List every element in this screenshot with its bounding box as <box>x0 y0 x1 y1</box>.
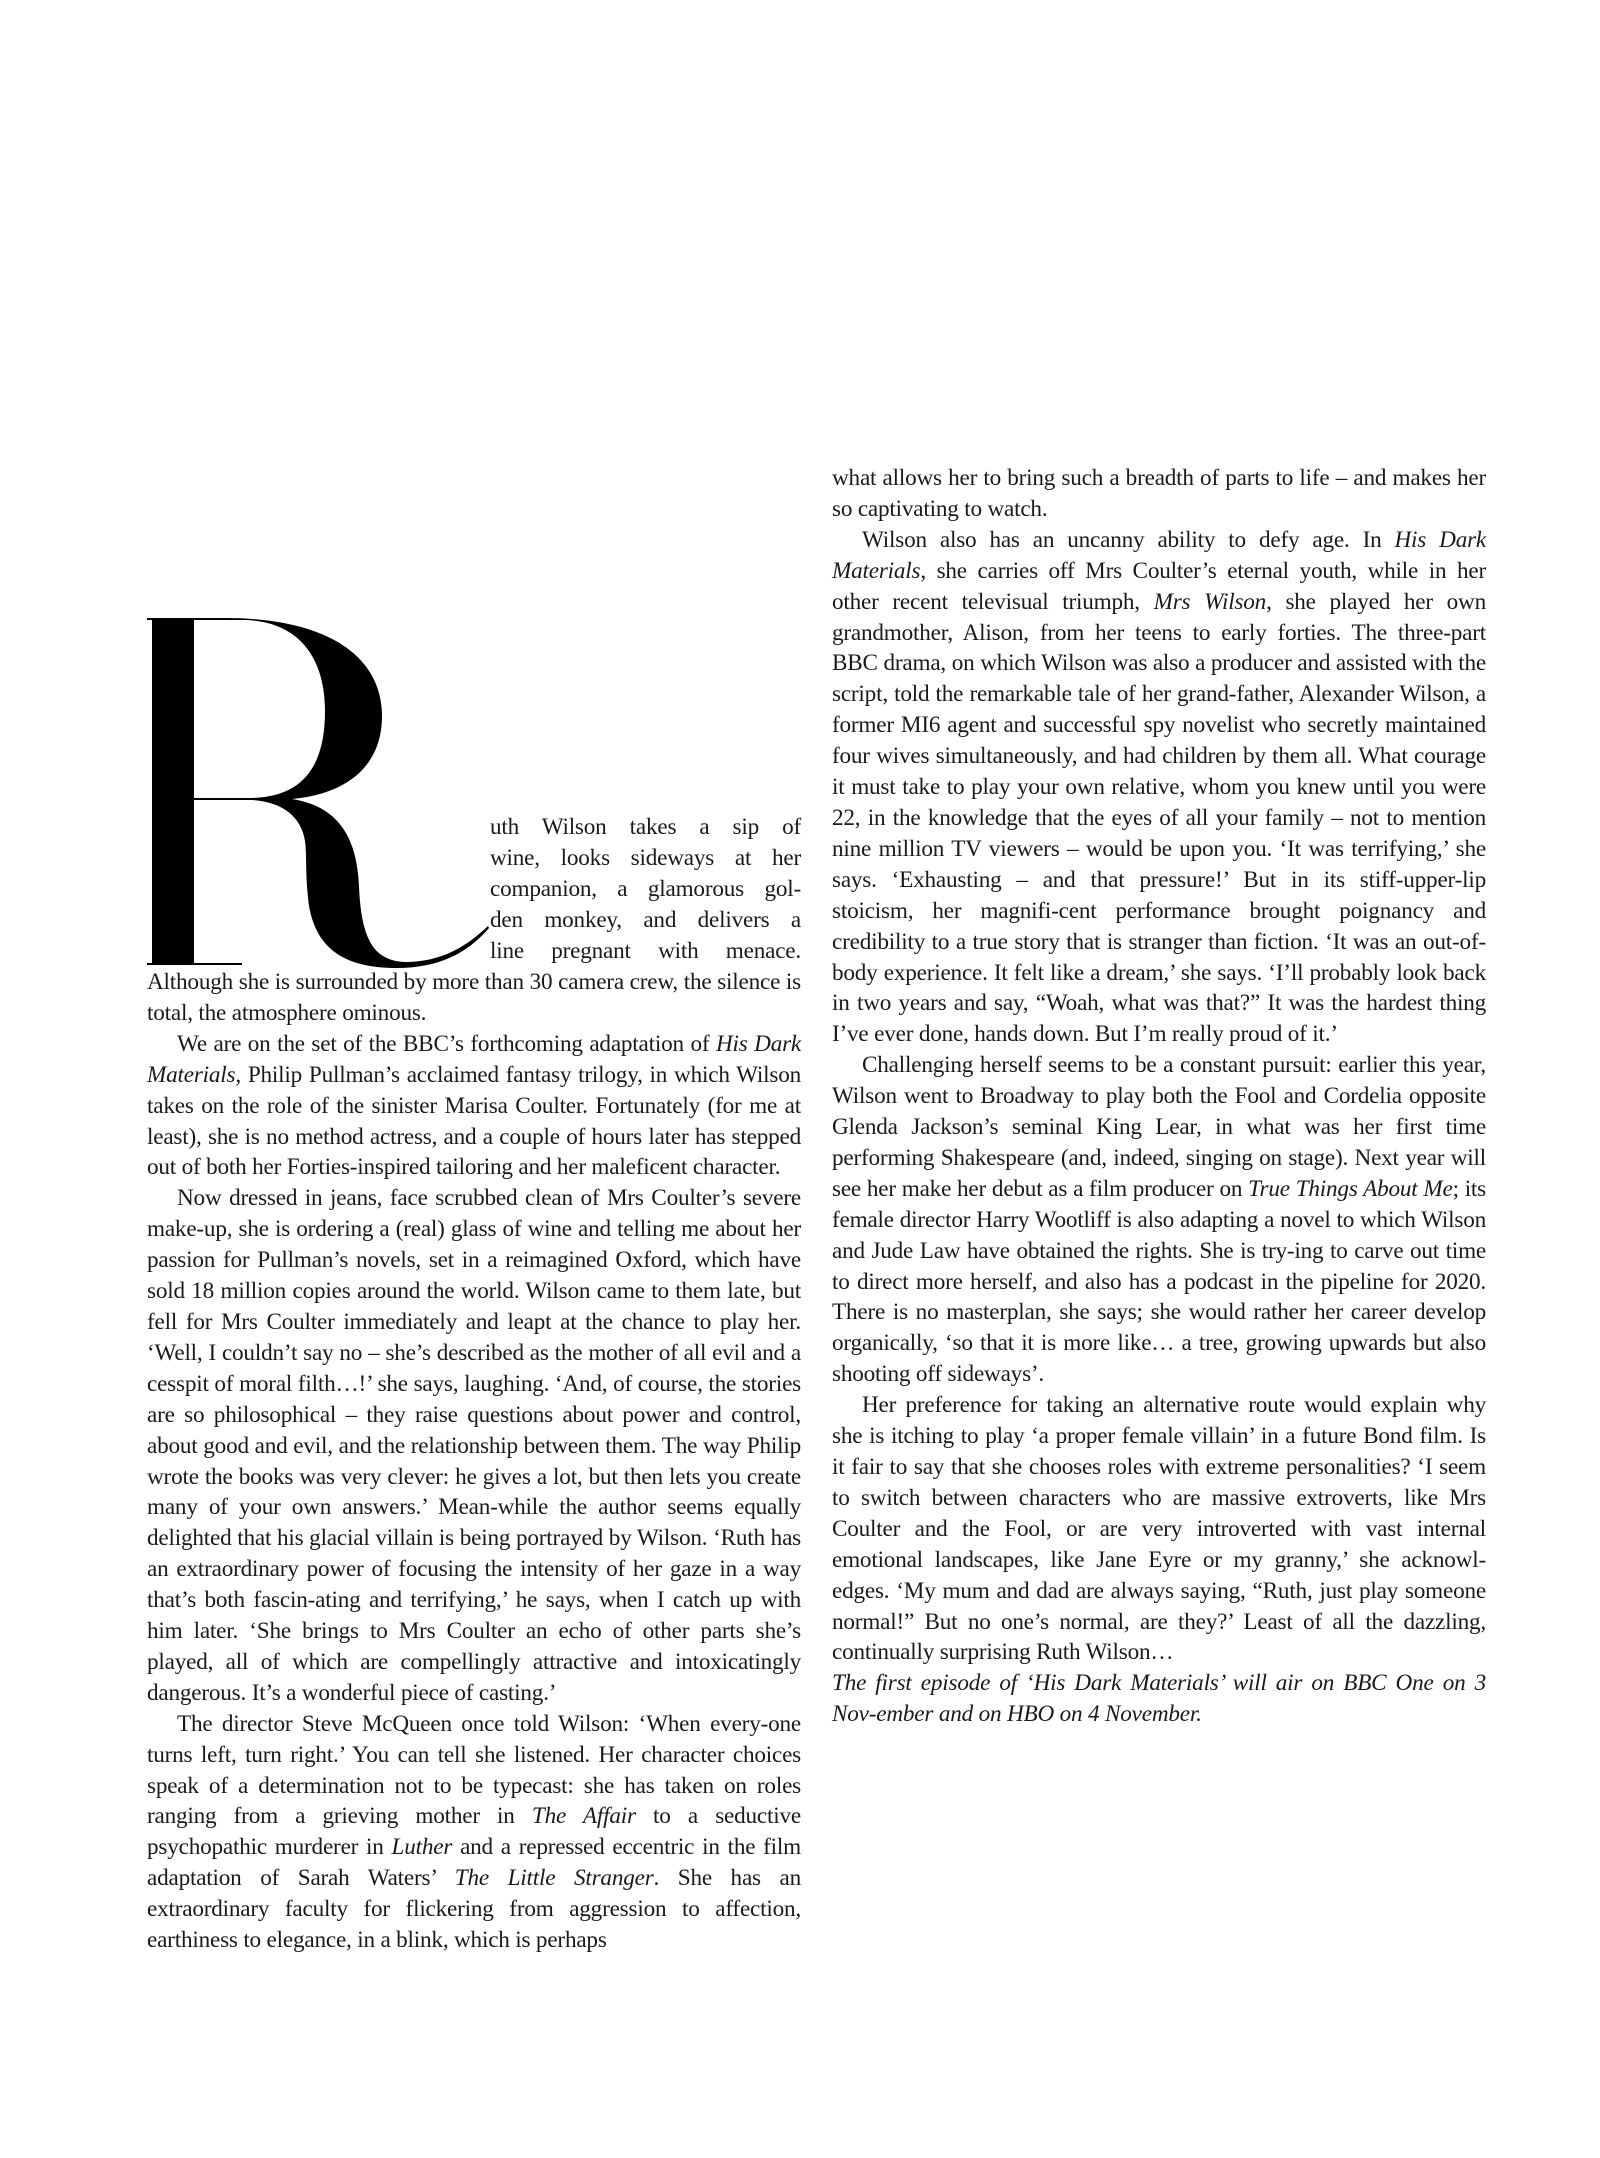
title-luther: Luther <box>391 1834 453 1861</box>
text-run: to a seductive psychopathic murderer in <box>147 1803 801 1861</box>
title-mrs-wilson: Mrs Wilson <box>1153 588 1267 615</box>
text-run: Wilson also has an uncanny ability to defy age. In <box>862 526 1395 553</box>
title-his-dark-materials: His Dark Materials <box>147 1030 802 1088</box>
title-the-affair: The Affair <box>531 1803 636 1830</box>
text-run: The director Steve McQueen once told Wilson: ‘When every-one turns left, turn right.’ You can tell she listened. Her character choices speak of a determination not to be typecast: she has taken on roles ranging from a grieving mother in <box>147 1710 801 1830</box>
text-run: , Philip Pullman’s acclaimed fantasy trilogy, in which Wilson takes on the role of the sinister Marisa Coulter. Fortunately (for me at least), she is no method actress, and a couple of hours later has stepped out of both her Forties-inspired tailoring and her maleficent character. <box>147 1061 801 1181</box>
lead-line: companion, a glamorous gol- <box>490 875 801 902</box>
lead-line: line pregnant with menace. <box>490 937 801 964</box>
text-run: and a repressed eccentric in the film adaptation of Sarah Waters’ <box>147 1834 802 1892</box>
paragraph-4-continued: what allows her to bring such a breadth of parts to life – and makes her so captivating to watch. <box>832 465 1486 522</box>
lead-line: den monkey, and delivers a <box>490 906 801 933</box>
text-run: We are on the set of the BBC’s forthcoming adaptation of <box>177 1030 716 1057</box>
paragraph-6 <box>832 1050 1486 1390</box>
broadcast-credit: The first episode of ‘His Dark Materials’ will air on BBC One on 3 Nov-ember and on HBO on 4 November. <box>832 1670 1486 1728</box>
right-column <box>832 463 1486 1730</box>
paragraph-2 <box>147 1029 801 1184</box>
paragraph-5 <box>832 525 1486 1050</box>
paragraph-1-continued: Although she is surrounded by more than 30 camera crew, the silence is total, the atmosphere ominous. <box>147 969 801 1026</box>
text-run: ; its female director Harry Wootliff is also adapting a novel to which Wilson and Jude Law have obtained the rights. She is try-ing to carve out time to direct more herself, and also has a podcast in the pipeline for 2020. There is no masterplan, she says; she would rather her career develop organically, ‘so that it is more like… a tree, growing upwards but also shooting off sideways’. <box>832 1175 1486 1388</box>
left-column <box>147 967 801 1956</box>
title-the-little-stranger: The Little Stranger <box>454 1865 654 1892</box>
text-run: Challenging herself seems to be a constant pursuit: earlier this year, Wilson went to Broadway to play both the Fool and Cordelia opposite Glenda Jackson’s seminal King Lear, in what was her first time performing Shakespeare (and, indeed, singing on stage). Next year will see her make her debut as a film producer on <box>832 1052 1486 1202</box>
title-his-dark-materials: His Dark Materials <box>832 526 1486 584</box>
lead-line: wine, looks sideways at her <box>490 844 801 871</box>
title-true-things-about-me: True Things About Me <box>1248 1175 1453 1202</box>
paragraph-3: Now dressed in jeans, face scrubbed clean of Mrs Coulter’s severe make-up, she is ordering a (real) glass of wine and telling me about her passion for Pullman’s novels, set in a reimagined Oxford, which have sold 18 million copies around the world. Wilson came to them late, but fell for Mrs Coulter immediately and leapt at the chance to play her. ‘Well, I couldn’t say no – she’s described as the mother of all evil and a cesspit of moral filth…!’ she says, laughing. ‘And, of course, the stories are so philosophical – they raise questions about power and control, about good and evil, and the relationship between them. The way Philip wrote the books was very clever: he gives a lot, but then lets you create many of your own answers.’ Mean-while the author seems equally delighted that his glacial villain is being portrayed by Wilson. ‘Ruth has an extraordinary power of focusing the intensity of her gaze in a way that’s both fascin-ating and terrifying,’ he says, when I catch up with him later. ‘She brings to Mrs Coulter an echo of other parts she’s played, all of which are compellingly attractive and intoxicatingly dangerous. It’s a wonderful piece of casting.’ <box>147 1185 801 1706</box>
lead-line: uth Wilson takes a sip of <box>490 814 801 840</box>
text-run: . She has an extraordinary faculty for flickering from aggression to affection, earthiness to elegance, in a blink, which is perhaps <box>147 1865 801 1954</box>
paragraph-4 <box>147 1709 801 1956</box>
drop-cap <box>147 616 494 968</box>
text-run: , she played her own grandmother, Alison, from her teens to early forties. The three-part BBC drama, on which Wilson was also a producer and assisted with the script, told the remarkable tale of her grand-father, Alexander Wilson, a former MI6 agent and successful spy novelist who secretly maintained four wives simultaneously, and had children by them all. What courage it must take to play your own relative, whom you knew until you were 22, in the knowledge that the eyes of all your family – not to mention nine million TV viewers – would be upon you. ‘It was terrifying,’ she says. ‘Exhausting – and that pressure!’ But in its stiff-upper-lip stoicism, her magnifi-cent performance brought poignancy and credibility to a true story that is stranger than fiction. ‘It was an out-of-body experience. It felt like a dream,’ she says. ‘I’ll probably look back in two years and say, “Woah, what was that?” It was the hardest thing I’ve ever done, hands down. But I’m really proud of it.’ <box>832 588 1486 1048</box>
text-run: , she carries off Mrs Coulter’s eternal youth, while in her other recent televisual triumph, <box>832 557 1486 615</box>
paragraph-7: Her preference for taking an alternative route would explain why she is itching to play ‘a proper female villain’ in a future Bond film. Is it fair to say that she chooses roles with extreme personalities? ‘I seem to switch between characters who are massive extroverts, like Mrs Coulter and the Fool, or are very introverted with vast internal emotional landscapes, like Jane Eyre or my granny,’ she acknowl-edges. ‘My mum and dad are always saying, “Ruth, just play someone normal!” But no one’s normal, are they?’ Least of all the dazzling, continually surprising Ruth Wilson… <box>832 1392 1486 1666</box>
lead-paragraph <box>490 812 801 967</box>
drop-cap-letter-r <box>147 616 494 968</box>
